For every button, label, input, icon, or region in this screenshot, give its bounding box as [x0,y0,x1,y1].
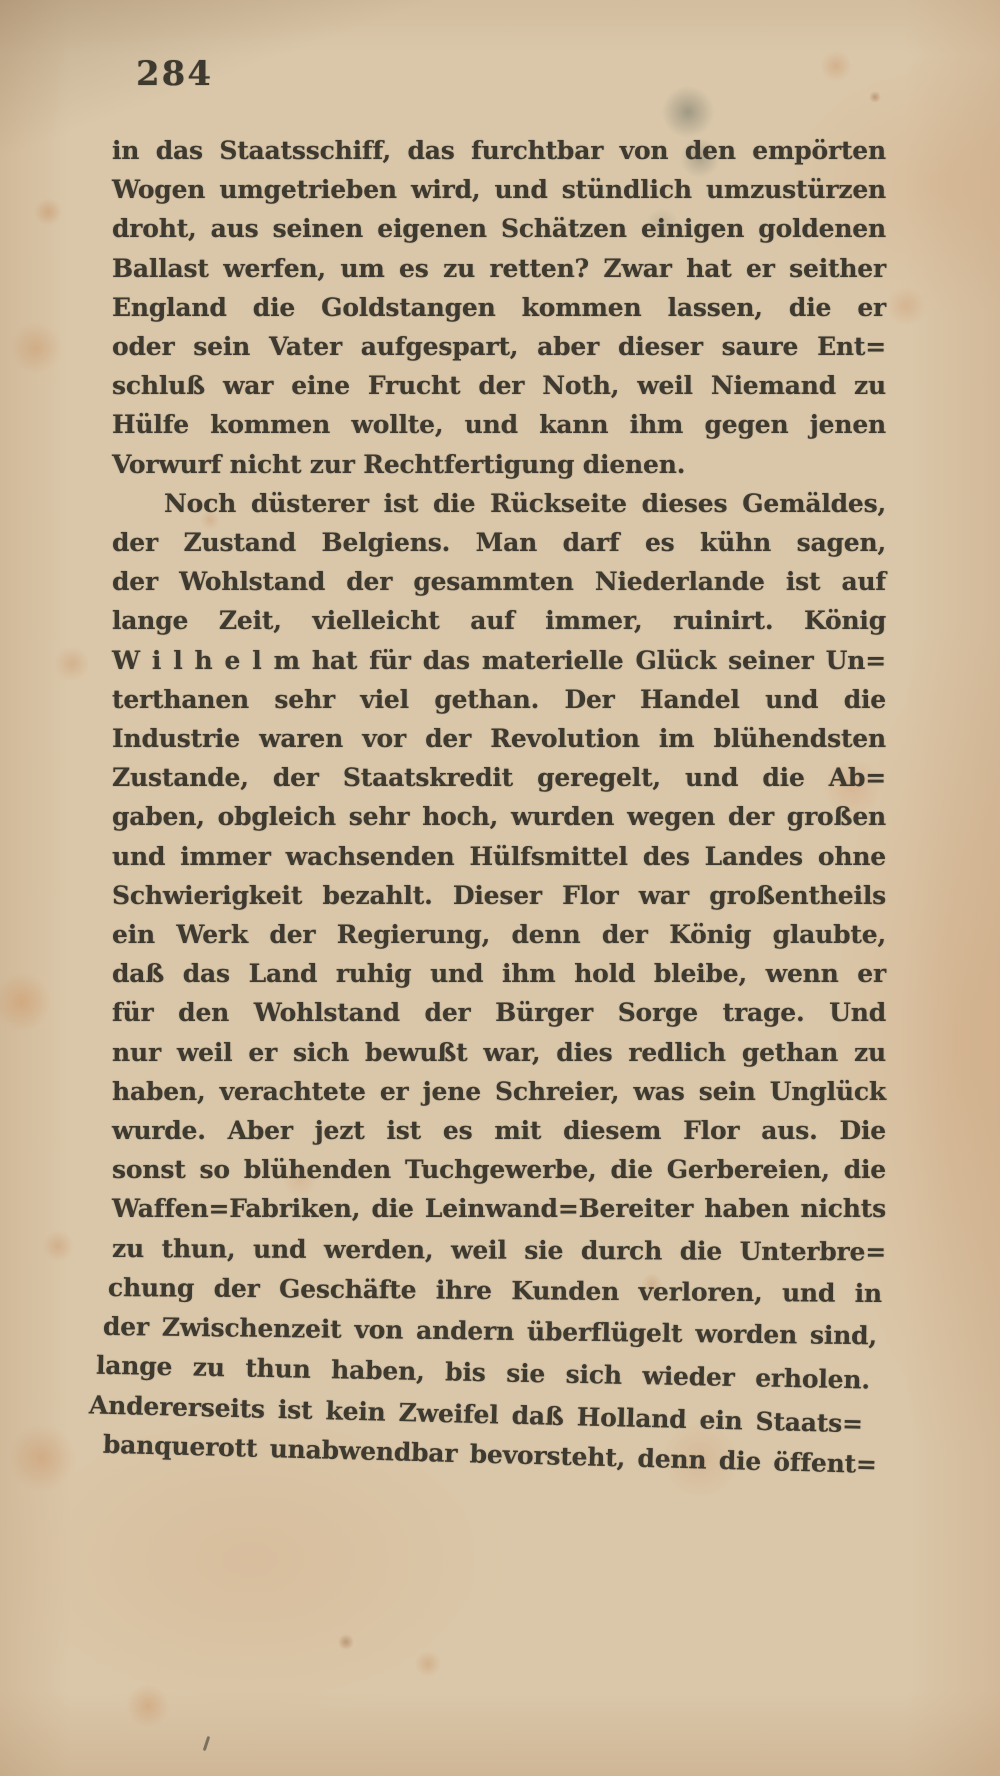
text-line: für den Wohlstand der Bürger Sorge trage. Und [112,998,886,1028]
page-number: 284 [136,54,213,94]
text-line: droht, aus seinen eigenen Schätzen einigen goldenen [112,214,886,244]
text-line: daß das Land ruhig und ihm hold bleibe, wenn er [112,959,886,989]
paragraph [88,484,887,1479]
text-line: Schwierigkeit bezahlt. Dieser Flor war großentheils [112,880,886,910]
text-line: gaben, obgleich sehr hoch, wurden wegen der großen [112,802,886,832]
text-line: Waffen=Fabriken, die Leinwand=Bereiter haben nichts [112,1194,886,1224]
text-line: wurde. Aber jezt ist es mit diesem Flor aus. Die [112,1116,886,1146]
text-line: Hülfe kommen wollte, und kann ihm gegen jenen [112,410,886,440]
text-line: oder sein Vater aufgespart, aber dieser saure Ent= [112,332,886,362]
text-line: nur weil er sich bewußt war, dies redlich gethan zu [112,1037,886,1067]
text-line: in das Staatsschiff, das furchtbar von den empörten [112,136,886,165]
text-line: der Zwischenzeit von andern überflügelt worden sind, [102,1311,878,1351]
text-line: Zustande, der Staatskredit geregelt, und die Ab= [112,763,886,793]
text-line: Andererseits ist kein Zweifel daß Holland ein Staats= [88,1389,864,1438]
text-line: lange zu thun haben, bis sie sich wieder erholen. [95,1350,871,1395]
text-line: terthanen sehr viel gethan. Der Handel und die [112,684,886,714]
text-line: banquerott unabwendbar bevorsteht, denn die öffent= [102,1429,878,1479]
text-line: sonst so blühenden Tuchgewerbe, die Gerbereien, die [112,1155,886,1185]
text-line: England die Goldstangen kommen lassen, die er [112,292,886,322]
text-line: Industrie waren vor der Revolution im blühendsten [112,724,886,754]
text-line: haben, verachtete er jene Schreier, was sein Unglück [112,1076,886,1106]
text-line: Vorwurf nicht zur Rechtfertigung dienen. [112,449,686,479]
ink-mark [203,1736,210,1751]
text-line: schluß war eine Frucht der Noth, weil Niemand zu [112,371,886,401]
text-line: zu thun, und werden, weil sie durch die Unterbre= [111,1233,887,1267]
text-line: Ballast werfen, um es zu retten? Zwar hat er seither [112,253,886,283]
text-line: und immer wachsenden Hülfsmittel des Landes ohne [112,841,886,871]
text-line: chung der Geschäfte ihre Kunden verloren, und in [107,1272,883,1308]
text-line: Noch düsterer ist die Rückseite dieses Gemäldes, [164,488,886,518]
text-line: ein Werk der Regierung, denn der König glaubte, [112,920,886,950]
text-block [88,131,887,1479]
text-line: lange Zeit, vielleicht auf immer, ruinirt. König [112,606,886,636]
text-line: W i l h e l m hat für das materielle Glück seiner Un= [112,645,886,675]
text-line: Wogen umgetrieben wird, und stündlich umzustürzen [112,175,886,205]
text-line: der Wohlstand der gesammten Niederlande ist auf [112,567,886,597]
paragraph [112,131,886,484]
text-line: der Zustand Belgiens. Man darf es kühn sagen, [112,528,886,558]
